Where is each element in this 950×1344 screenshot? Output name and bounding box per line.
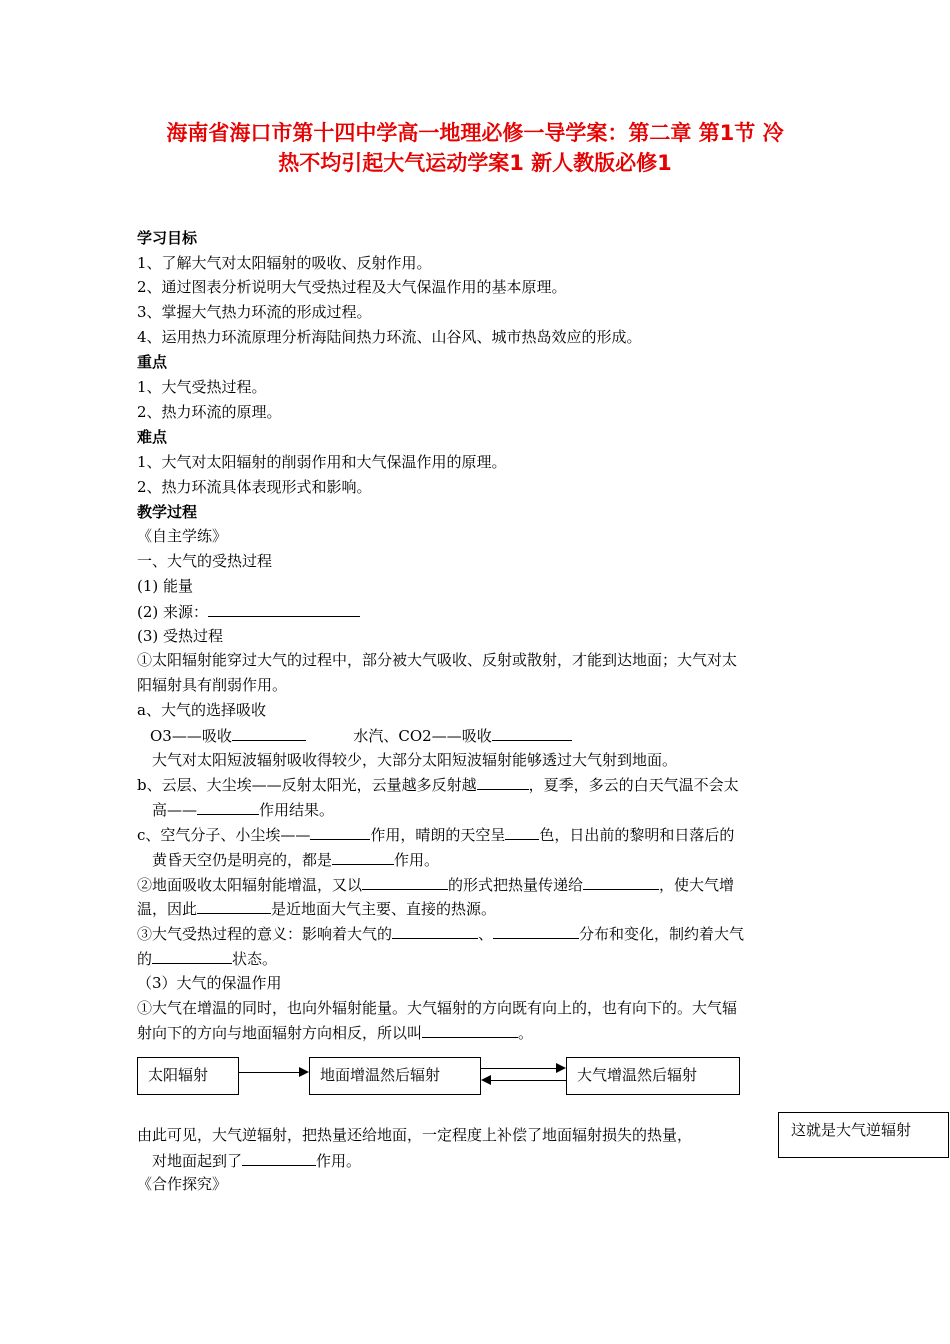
scattering-text: 作用。 bbox=[394, 851, 440, 869]
objective-item: 2、通过图表分析说明大气受热过程及大气保温作用的基本原理。 bbox=[137, 278, 567, 296]
significance-text: 状态。 bbox=[232, 950, 278, 968]
ground-text: ②地面吸收太阳辐射能增温，又以 bbox=[137, 876, 363, 894]
arrow-right-icon bbox=[556, 1063, 566, 1073]
self-study-heading: 《自主学练》 bbox=[137, 527, 228, 545]
note-box: 这就是大气逆辐射 bbox=[778, 1112, 949, 1158]
significance-text: 、 bbox=[478, 925, 494, 943]
counter-radiation-blank bbox=[422, 1022, 518, 1038]
conclusion-text: 对地面起到了 bbox=[152, 1152, 243, 1170]
absorption-line bbox=[150, 725, 572, 746]
reflection-blank bbox=[477, 774, 529, 790]
conclusion-blank bbox=[242, 1150, 316, 1166]
difficulty-item: 2、热力环流具体表现形式和影响。 bbox=[137, 478, 372, 496]
source-blank bbox=[208, 601, 360, 617]
key-points-heading: 重点 bbox=[137, 353, 168, 371]
arrow-line bbox=[481, 1068, 556, 1069]
reflection-text: ，夏季，多云的白天气温不会太 bbox=[528, 776, 739, 794]
difficulties-heading: 难点 bbox=[137, 428, 168, 446]
paragraph-line: 阳辐射具有削弱作用。 bbox=[137, 676, 288, 694]
conclusion-text: 作用。 bbox=[316, 1152, 362, 1170]
objective-item: 1、了解大气对太阳辐射的吸收、反射作用。 bbox=[137, 254, 432, 272]
ground-radiation-line bbox=[137, 874, 734, 895]
scattering-blank bbox=[505, 824, 539, 840]
scattering-text: 作用，晴朗的天空呈 bbox=[370, 826, 506, 844]
ground-blank bbox=[583, 874, 659, 890]
arrow-line bbox=[239, 1072, 299, 1073]
counter-radiation-text: 射向下的方向与地面辐射方向相反，所以叫 bbox=[137, 1024, 423, 1042]
source-label: (2) 来源： bbox=[137, 603, 209, 621]
o3-label: O3——吸收 bbox=[150, 727, 232, 745]
significance-text: ③大气受热过程的意义：影响着大气的 bbox=[137, 925, 393, 943]
ground-radiation-line bbox=[137, 898, 496, 919]
significance-text: 分布和变化，制约着大气 bbox=[579, 925, 745, 943]
key-point-item: 2、热力环流的原理。 bbox=[137, 403, 282, 421]
solar-radiation-box: 太阳辐射 bbox=[137, 1057, 239, 1095]
source-line bbox=[137, 601, 360, 622]
counter-radiation-text: 。 bbox=[518, 1024, 534, 1042]
vapor-blank bbox=[492, 725, 572, 741]
reflection-text: 作用结果。 bbox=[259, 801, 335, 819]
arrow-right-icon bbox=[299, 1067, 309, 1077]
significance-line bbox=[137, 923, 744, 944]
ground-text: 是近地面大气主要、直接的热源。 bbox=[271, 900, 497, 918]
scattering-text: c、空气分子、小尘埃—— bbox=[137, 826, 311, 844]
atmosphere-heating-box: 大气增温然后辐射 bbox=[566, 1057, 740, 1095]
arrow-left-icon bbox=[481, 1075, 491, 1085]
conclusion-line bbox=[152, 1150, 361, 1171]
scattering-blank bbox=[310, 824, 370, 840]
selective-absorption-heading: a、大气的选择吸收 bbox=[137, 701, 266, 719]
significance-text: 的 bbox=[137, 950, 153, 968]
title-line-2: 热不均引起大气运动学案1 新人教版必修1 bbox=[278, 151, 672, 175]
o3-blank bbox=[232, 725, 306, 741]
significance-line bbox=[137, 948, 277, 969]
document-title bbox=[110, 118, 840, 178]
conclusion-line: 由此可见，大气逆辐射，把热量还给地面，一定程度上补偿了地面辐射损失的热量， bbox=[137, 1126, 693, 1144]
ground-blank bbox=[197, 898, 271, 914]
reflection-line bbox=[152, 799, 334, 820]
scattering-text: 黄昏天空仍是明亮的，都是 bbox=[152, 851, 333, 869]
key-point-item: 1、大气受热过程。 bbox=[137, 378, 267, 396]
counter-radiation-line bbox=[137, 1022, 533, 1043]
paragraph-line: ①太阳辐射能穿过大气的过程中，部分被大气吸收、反射或散射，才能到达地面；大气对太 bbox=[137, 651, 738, 669]
heating-line: (3) 受热过程 bbox=[137, 627, 224, 645]
ground-text: ，使大气增 bbox=[659, 876, 735, 894]
vapor-label: 水汽、CO2——吸收 bbox=[353, 727, 492, 745]
objectives-heading: 学习目标 bbox=[137, 229, 198, 247]
section-heading: 一、大气的受热过程 bbox=[137, 552, 273, 570]
difficulty-item: 1、大气对太阳辐射的削弱作用和大气保温作用的原理。 bbox=[137, 453, 507, 471]
process-heading: 教学过程 bbox=[137, 503, 198, 521]
reflection-text: 高—— bbox=[152, 801, 198, 819]
scattering-text: 色，日出前的黎明和日落后的 bbox=[539, 826, 735, 844]
ground-blank bbox=[362, 874, 448, 890]
scattering-line bbox=[152, 849, 439, 870]
significance-blank bbox=[392, 923, 478, 939]
significance-blank bbox=[493, 923, 579, 939]
reflection-line bbox=[137, 774, 739, 795]
ground-text: 温，因此 bbox=[137, 900, 198, 918]
absorption-note: 大气对太阳短波辐射吸收得较少，大部分太阳短波辐射能够透过大气射到地面。 bbox=[152, 751, 678, 769]
arrow-line bbox=[491, 1080, 566, 1081]
significance-blank bbox=[152, 948, 232, 964]
ground-heating-box: 地面增温然后辐射 bbox=[309, 1057, 481, 1095]
title-line-1: 海南省海口市第十四中学高一地理必修一导学案：第二章 第1节 冷 bbox=[166, 121, 784, 145]
energy-line: (1) 能量 bbox=[137, 577, 194, 595]
reflection-text: b、云层、大尘埃——反射太阳光，云量越多反射越 bbox=[137, 776, 477, 794]
objective-item: 4、运用热力环流原理分析海陆间热力环流、山谷风、城市热岛效应的形成。 bbox=[137, 328, 642, 346]
cooperate-heading: 《合作探究》 bbox=[137, 1175, 228, 1193]
scattering-blank bbox=[332, 849, 394, 865]
insulation-heading: （3）大气的保温作用 bbox=[137, 974, 282, 992]
reflection-blank bbox=[197, 799, 259, 815]
objective-item: 3、掌握大气热力环流的形成过程。 bbox=[137, 303, 372, 321]
scattering-line bbox=[137, 824, 734, 845]
ground-text: 的形式把热量传递给 bbox=[448, 876, 584, 894]
paragraph-line: ①大气在增温的同时，也向外辐射能量。大气辐射的方向既有向上的，也有向下的。大气辐 bbox=[137, 999, 738, 1017]
